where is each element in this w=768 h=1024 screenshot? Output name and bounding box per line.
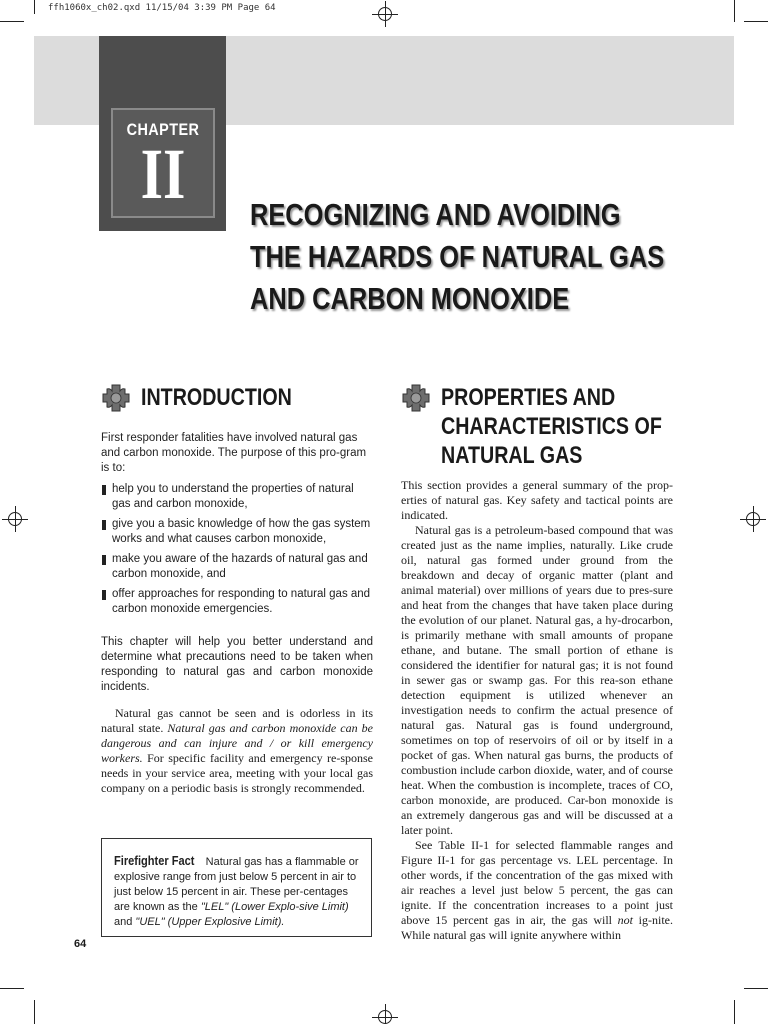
emphasis-text: "LEL" (Lower Explo-sive Limit)	[200, 901, 349, 913]
intro-paragraph: First responder fatalities have involved natural gas and carbon monoxide. The purpose of this pro-gram is to:	[101, 432, 367, 474]
introduction-title: INTRODUCTION	[141, 384, 292, 411]
crop-mark	[0, 988, 24, 989]
properties-paragraph: This section provides a general summary of the prop-erties of natural gas. Key safety and tactical points are indicated.	[401, 478, 673, 522]
intro-paragraph	[101, 706, 373, 796]
file-slug: ffh1060x_ch02.qxd 11/15/04 3:39 PM Page 64	[48, 3, 276, 13]
properties-title-line: NATURAL GAS	[441, 442, 583, 469]
paragraph-text: See Table II-1 for selected flammable ranges and Figure II-1 for gas percentage vs. LEL percentage. In other words, if the concentration of the gas mixed with air reaches a level just below 5 percent, the gas can ignite. If the concentration increases to a point just above 15 percent gas in air, the gas will	[401, 838, 673, 927]
intro-paragraph: This chapter will help you better understand and determine what precautions need to be taken when responding to natural gas and carbon monoxide incidents.	[101, 636, 373, 693]
chapter-title	[250, 194, 665, 320]
fact-text: and	[114, 916, 136, 928]
properties-title-line: PROPERTIES AND	[441, 384, 616, 411]
crop-mark	[744, 21, 768, 22]
chapter-title-line: AND CARBON MONOXIDE	[250, 281, 570, 316]
fire-department-cross-icon	[401, 383, 431, 413]
crop-mark	[34, 0, 35, 14]
list-item: help you to understand the properties of natural gas and carbon monoxide,	[101, 482, 373, 512]
introduction-heading	[101, 383, 325, 413]
firefighter-fact-text	[114, 853, 361, 930]
crop-mark	[0, 21, 24, 22]
list-item: give you a basic knowledge of how the gas system works and what causes carbon monoxide,	[101, 517, 373, 547]
properties-body	[401, 478, 673, 943]
emphasis-text: Natural gas and carbon monoxide can be dangerous and can injure and / or kill emergency workers.	[101, 721, 373, 765]
list-item: offer approaches for responding to natural gas and carbon monoxide emergencies.	[101, 587, 373, 617]
fact-text: Natural gas has a flammable or explosive range from just below 5 percent in air to just below 15 percent in air. These per-centages are known as the	[114, 856, 359, 913]
intro-bullet-list	[101, 482, 373, 622]
chapter-badge	[111, 108, 215, 218]
registration-mark-bottom	[372, 1004, 398, 1024]
properties-title-line: CHARACTERISTICS OF	[441, 413, 662, 440]
emphasis-text: "UEL" (Upper Explosive Limit).	[135, 916, 285, 928]
chapter-title-line: RECOGNIZING AND AVOIDING	[250, 197, 621, 232]
emphasis-text: not	[617, 913, 634, 927]
registration-mark-left	[2, 506, 28, 532]
list-item: make you aware of the hazards of natural gas and carbon monoxide, and	[101, 552, 373, 582]
registration-mark-right	[740, 506, 766, 532]
paragraph-text: ig-nite. While natural gas will ignite anywhere within	[401, 913, 673, 942]
crop-mark	[34, 1000, 35, 1024]
properties-heading	[401, 383, 710, 470]
properties-title	[441, 383, 662, 470]
paragraph-text: For specific facility and emergency re-sponse needs in your service area, meeting with your local gas company on a periodic basis is strongly recommended.	[101, 751, 373, 795]
chapter-title-line: THE HAZARDS OF NATURAL GAS	[250, 239, 665, 274]
registration-mark-top	[372, 1, 398, 27]
properties-paragraph: Natural gas is a petroleum-based compound that was created just as the name implies, naturally. Like crude oil, natural gas formed under ground from the breakdown and decay of organic matter (plant and animal material) over millions of years due to pres-sure and heat from the changes that have taken place during the evolution of our planet. Natural gas, a hy-drocarbon, is primarily methane with small amounts of propane ethane, and butane. The small portion of ethane is considered the identifier for natural gas; it is not found in sewer gas or swamp gas. For this rea-son ethane detection equipment is utilized whenever an investigation needs to confirm the actual presence of natural gas. Natural gas is found underground, sometimes on top of reservoirs of oil or by itself in a pocket of gas. When natural gas burns, the products of combustion include carbon dioxide, water, and of course heat. When the combustion is incomplete, traces of CO, carbon monoxide, are produced. Car-bon monoxide is an extremely dangerous gas and will be discussed at a later point.	[401, 523, 673, 837]
chapter-block	[99, 36, 226, 231]
properties-paragraph	[401, 838, 673, 943]
crop-mark	[744, 988, 768, 989]
page-number: 64	[74, 938, 87, 950]
chapter-number: II	[140, 134, 186, 214]
firefighter-fact-box	[101, 838, 372, 937]
chapter-label: CHAPTER	[126, 120, 200, 139]
paragraph-text: Natural gas cannot be seen and is odorless in its natural state.	[101, 706, 373, 735]
firefighter-fact-label: Firefighter Fact	[114, 853, 195, 868]
crop-mark	[734, 0, 735, 22]
crop-mark	[734, 1000, 735, 1024]
fire-department-cross-icon	[101, 383, 131, 413]
